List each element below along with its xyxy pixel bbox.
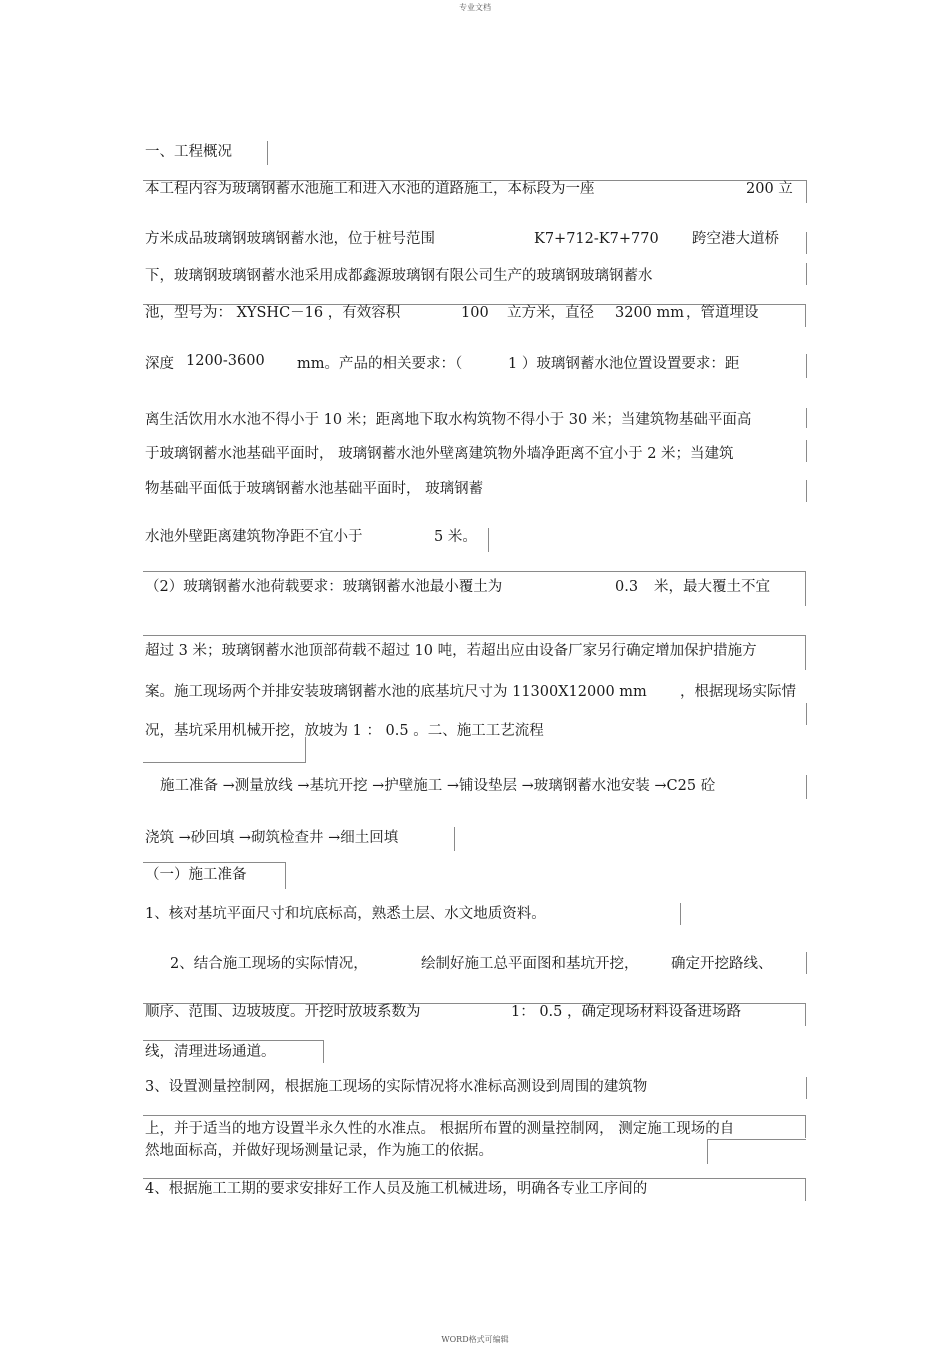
frame-mark xyxy=(143,737,306,763)
text-line: 深度 xyxy=(145,356,174,372)
page-header: 专业文档 xyxy=(459,3,491,12)
text-line: 方米成品玻璃钢玻璃钢蓄水池，位于桩号范围 xyxy=(145,231,435,247)
text-line: 200 立 xyxy=(746,181,793,197)
text-line: 米，最大覆土不宜 xyxy=(654,579,770,595)
text-line: 0.3 xyxy=(615,579,639,595)
text-line: 物基础平面低于玻璃钢蓄水池基础平面时， 玻璃钢蓄 xyxy=(145,481,484,497)
text-line: 100 xyxy=(461,305,489,321)
text-line: 1 ）玻璃钢蓄水池位置设置要求：距 xyxy=(508,356,740,372)
list-item: 顺序、范围、边坡坡度。开挖时放坡系数为 xyxy=(145,1004,421,1020)
list-item: 绘制好施工总平面图和基坑开挖， xyxy=(421,956,639,972)
list-item: 3、设置测量控制网，根据施工现场的实际情况将水准标高测设到周围的建筑物 xyxy=(145,1079,648,1095)
text-line: 超过 3 米；玻璃钢蓄水池顶部荷载不超过 10 吨，若超出应由设备厂家另行确定增加保护措施方 xyxy=(145,643,757,659)
text-line: K7+712-K7+770 xyxy=(534,231,659,247)
frame-mark xyxy=(266,141,268,165)
text-line: 1200-3600 xyxy=(186,353,265,369)
frame-mark xyxy=(805,480,807,502)
list-item: 然地面标高，并做好现场测量记录，作为施工的依据。 xyxy=(145,1143,493,1159)
section-heading: 一、工程概况 xyxy=(145,144,232,160)
text-line: 水池外壁距离建筑物净距不宜小于 xyxy=(145,529,363,545)
text-line: 离生活饮用水水池不得小于 10 米；距离地下取水构筑物不得小于 30 米；当建筑物基础平面高 xyxy=(145,412,752,428)
text-line: 况，基坑采用机械开挖，放坡为 1 ： 0.5 。二、施工工艺流程 xyxy=(145,723,544,739)
frame-mark xyxy=(805,408,807,428)
text-line: mm。产品的相关要求：（ xyxy=(297,356,463,372)
list-item: 2、结合施工现场的实际情况， xyxy=(170,956,368,972)
frame-mark xyxy=(487,528,489,552)
frame-mark xyxy=(805,440,807,462)
text-line: ，管道埋设 xyxy=(686,305,759,321)
frame-mark xyxy=(805,775,807,799)
frame-mark xyxy=(805,703,807,725)
text-line: 立方米，直径 xyxy=(507,305,594,321)
text-line: （2）玻璃钢蓄水池荷载要求：玻璃钢蓄水池最小覆土为 xyxy=(145,579,503,595)
list-item: 4、根据施工工期的要求安排好工作人员及施工机械进场，明确各专业工序间的 xyxy=(145,1181,648,1197)
list-item: 确定开挖路线、 xyxy=(671,956,773,972)
frame-mark xyxy=(453,827,455,851)
frame-mark xyxy=(805,354,807,378)
text-line: 本工程内容为玻璃钢蓄水池施工和进入水池的道路施工，本标段为一座 xyxy=(145,181,595,197)
text-line: 3200 mm xyxy=(615,305,685,321)
list-item: 1、核对基坑平面尺寸和坑底标高，熟悉土层、水文地质资料。 xyxy=(145,906,546,922)
page-footer: WORD格式可编辑 xyxy=(441,1335,509,1344)
list-item: 线，清理进场通道。 xyxy=(145,1044,276,1060)
frame-mark xyxy=(679,903,681,925)
frame-mark xyxy=(805,952,807,974)
list-item: 上，并于适当的地方设置半永久性的水准点。 根据所布置的测量控制网， 测定施工现场的自 xyxy=(145,1121,735,1137)
text-line: 案。施工现场两个并排安装玻璃钢蓄水池的底基坑尺寸为 11300X12000 mm xyxy=(145,684,647,700)
subsection-heading: （一）施工准备 xyxy=(145,867,247,883)
text-line: 于玻璃钢蓄水池基础平面时， 玻璃钢蓄水池外壁离建筑物外墙净距离不宜小于 2 米；当建筑 xyxy=(145,446,734,462)
frame-mark xyxy=(805,232,807,254)
process-flow-line: 浇筑 →砂回填 →砌筑检查井 →细土回填 xyxy=(145,830,399,846)
text-line: 5 米。 xyxy=(434,529,477,545)
text-line: ，根据现场实际情 xyxy=(680,684,796,700)
frame-mark xyxy=(805,263,807,285)
text-line: 池，型号为： XYSHC－16 ，有效容积 xyxy=(145,305,401,321)
list-item: 1： 0.5 ，确定现场材料设备进场路 xyxy=(511,1004,742,1020)
frame-mark xyxy=(707,1139,806,1164)
text-line: 跨空港大道桥 xyxy=(692,231,779,247)
process-flow-line: 施工准备 →测量放线 →基坑开挖 →护壁施工 →铺设垫层 →玻璃钢蓄水池安装 →C25 砼 xyxy=(160,778,716,794)
text-line: 下，玻璃钢玻璃钢蓄水池采用成都鑫源玻璃钢有限公司生产的玻璃钢玻璃钢蓄水 xyxy=(145,268,653,284)
frame-mark xyxy=(805,1077,807,1099)
